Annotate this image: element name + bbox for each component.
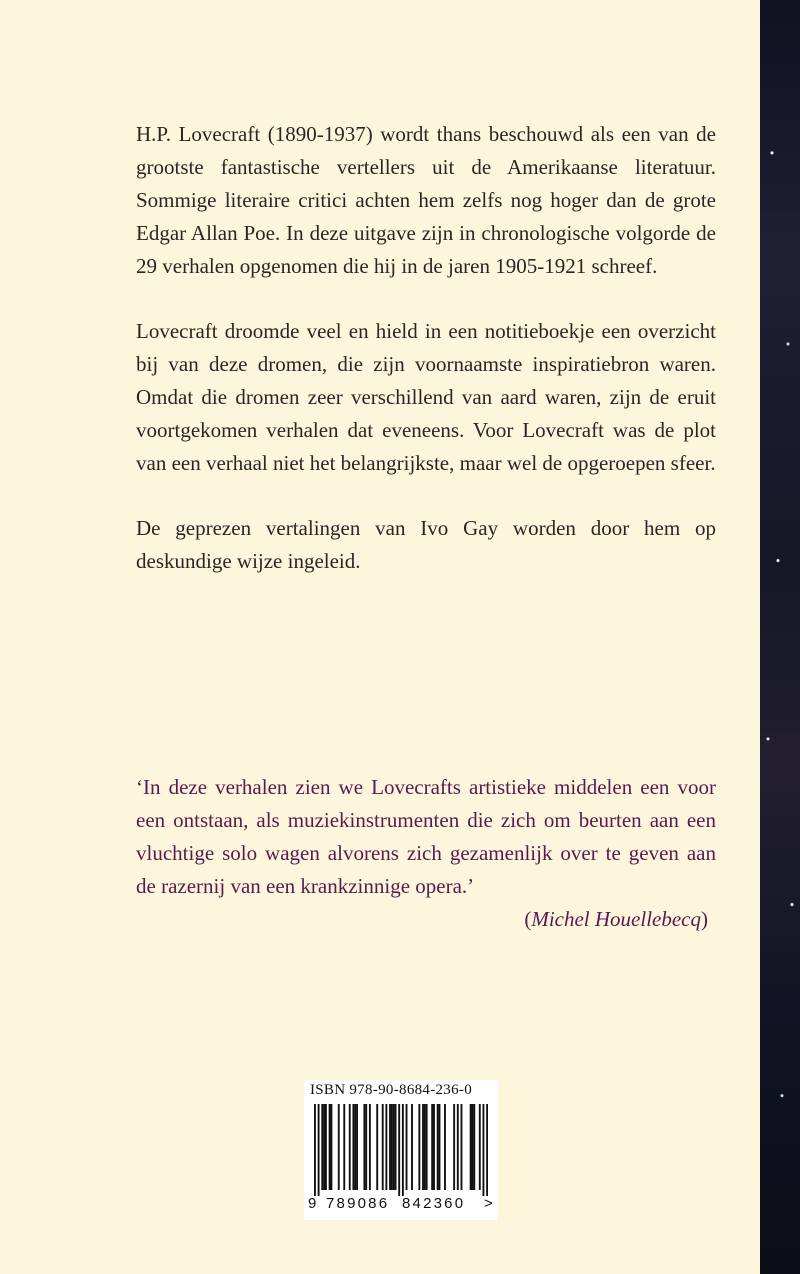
isbn-barcode xyxy=(304,1080,498,1220)
barcode-bar xyxy=(472,1104,474,1190)
barcode-bar xyxy=(470,1104,472,1190)
barcode-bar xyxy=(457,1104,459,1190)
barcode-bar xyxy=(398,1104,400,1196)
barcode-bar xyxy=(486,1104,488,1196)
cover-space-image-strip xyxy=(760,0,800,1274)
barcode-bar xyxy=(330,1104,332,1190)
attribution-open-paren: ( xyxy=(524,907,532,931)
barcode-bar xyxy=(444,1104,446,1190)
barcode-bars xyxy=(314,1104,488,1196)
quote-text: ‘In deze verhalen zien we Lovecrafts artistieke middelen een voor een ontstaan, als muziekinstrumenten die zich om beurten aan een vluchtige solo wagen alvorens zich gezamenlijk over te geven aan de razernij van een krankzinnige opera.’ xyxy=(136,775,716,898)
barcode-bar xyxy=(389,1104,391,1190)
barcode-bar xyxy=(314,1104,316,1196)
barcode-bar xyxy=(321,1104,323,1190)
barcode-bar xyxy=(483,1104,485,1196)
attribution-close-paren: ) xyxy=(701,907,708,931)
barcode-bar xyxy=(406,1104,408,1190)
barcode-bar xyxy=(356,1104,358,1190)
barcode-bar xyxy=(329,1104,331,1190)
barcode-bar xyxy=(453,1104,455,1190)
barcode-digit-group-right: 842360 xyxy=(402,1195,466,1212)
barcode-bar xyxy=(343,1104,345,1190)
barcode-digit-group-left: 789086 xyxy=(326,1195,390,1212)
review-quote xyxy=(136,771,716,936)
barcode-bar xyxy=(365,1104,367,1190)
barcode-bar xyxy=(422,1104,424,1190)
barcode-bar xyxy=(323,1104,325,1190)
blurb-paragraph-1: H.P. Lovecraft (1890-1937) wordt thans beschouwd als een van de grootste fantastische vertellers uit de Amerikaanse literatuur. Sommige literaire critici achten hem zelfs nog hoger dan de grote Edgar Allan Poe. In deze uitgave zijn in chronologische volgorde de 29 verhalen opgenomen die hij in de jaren 1905-1921 schreef. xyxy=(136,122,716,278)
barcode-bar xyxy=(433,1104,435,1190)
barcode-bar xyxy=(418,1104,420,1190)
barcode-bar xyxy=(424,1104,426,1190)
barcode-bar xyxy=(461,1104,463,1190)
barcode-bar xyxy=(439,1104,441,1190)
barcode-bar xyxy=(391,1104,393,1190)
barcode-bar xyxy=(393,1104,395,1190)
barcode-end-mark: > xyxy=(484,1195,493,1212)
barcode-bar xyxy=(385,1104,387,1190)
barcode-bar xyxy=(354,1104,356,1190)
barcode-bar xyxy=(325,1104,327,1190)
blurb-paragraph-3: De geprezen vertalingen van Ivo Gay worden door hem op deskundige wijze ingeleid. xyxy=(136,516,716,573)
barcode-bar xyxy=(363,1104,365,1190)
barcode-bar xyxy=(402,1104,404,1196)
quote-attribution xyxy=(136,903,716,936)
blurb-text xyxy=(136,118,716,610)
barcode-first-digit: 9 xyxy=(308,1195,317,1212)
quote-author: Michel Houellebecq xyxy=(531,907,701,931)
barcode-bar xyxy=(318,1104,320,1196)
barcode-bar xyxy=(376,1104,378,1190)
barcode-bar xyxy=(479,1104,481,1190)
barcode-bar xyxy=(395,1104,397,1190)
barcode-bar xyxy=(411,1104,413,1190)
barcode-bar xyxy=(431,1104,433,1190)
barcode-bar xyxy=(352,1104,354,1190)
barcode-bar xyxy=(338,1104,340,1190)
isbn-label: ISBN 978-90-8684-236-0 xyxy=(310,1082,473,1098)
barcode-bar xyxy=(473,1104,475,1190)
barcode-bar xyxy=(349,1104,351,1190)
barcode-bar xyxy=(437,1104,439,1190)
blurb-paragraph-2: Lovecraft droomde veel en hield in een notitieboekje een overzicht bij van deze dromen, die zijn voornaamste inspiratiebron waren. Omdat die dromen zeer verschillend van aard waren, zijn de eruit voortgekomen verhalen dat eveneens. Voor Lovecraft was de plot van een verhaal niet het belangrijkste, maar wel de opgeroepen sfeer. xyxy=(136,319,716,475)
barcode-bar xyxy=(382,1104,384,1190)
barcode-bar xyxy=(426,1104,428,1190)
barcode-bar xyxy=(369,1104,371,1190)
